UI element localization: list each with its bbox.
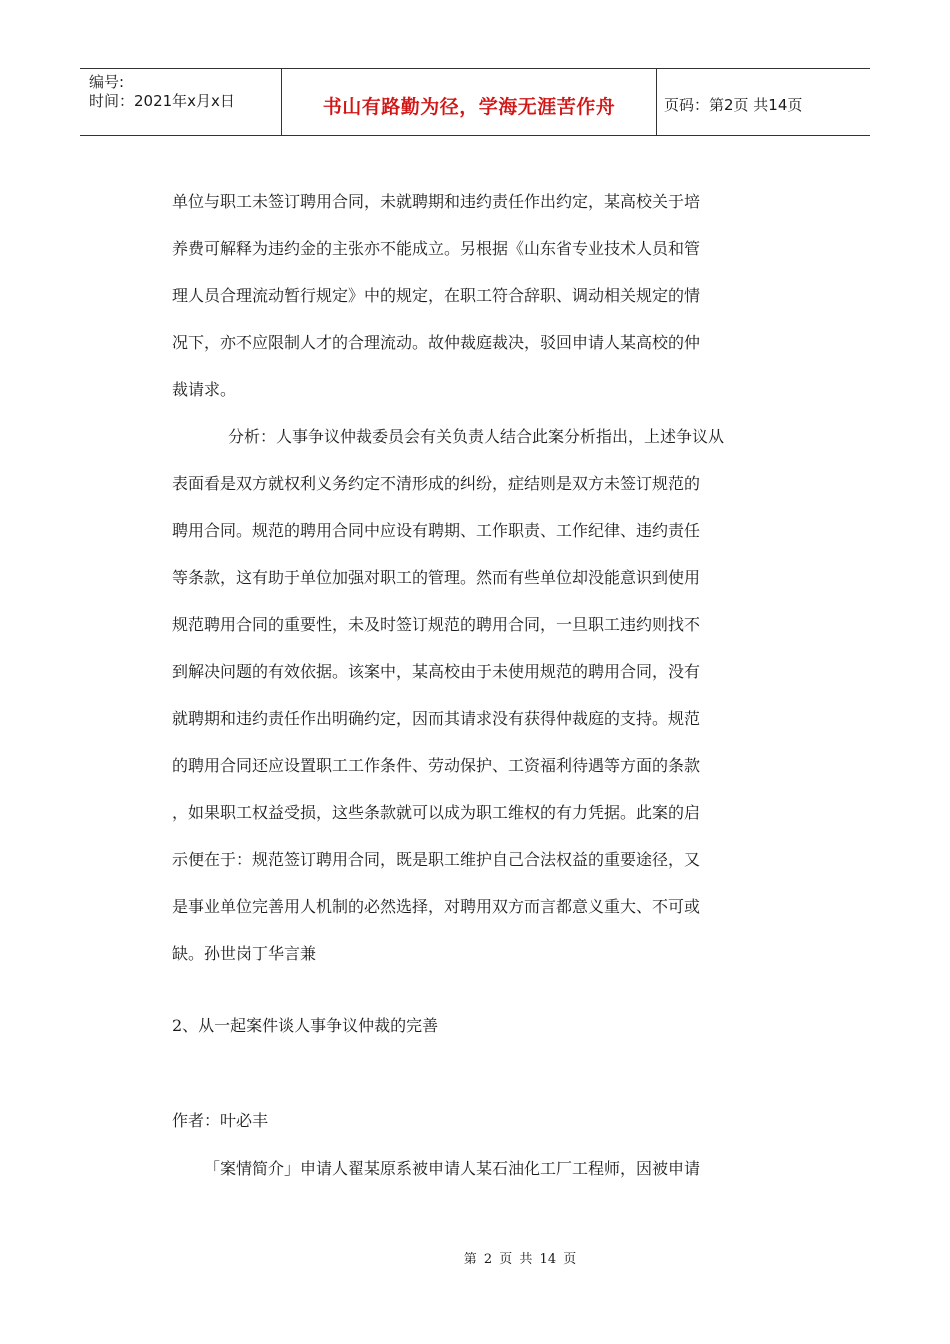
text-line: 聘用合同。规范的聘用合同中应设有聘期、工作职责、工作纪律、违约责任: [172, 521, 701, 540]
page-footer: 第 2 页 共 14 页: [463, 1252, 577, 1267]
text-line: 表面看是双方就权利义务约定不清形成的纠纷，症结则是双方未签订规范的: [172, 474, 701, 493]
date-label: 时间：2021年x月x日: [89, 92, 235, 110]
text-line: 规范聘用合同的重要性，未及时签订规范的聘用合同，一旦职工违约则找不: [172, 615, 701, 634]
text-line: 分析：人事争议仲裁委员会有关负责人结合此案分析指出，上述争议从: [228, 427, 725, 446]
text-line: 的聘用合同还应设置职工工作条件、劳动保护、工资福利待遇等方面的条款: [172, 756, 701, 775]
header-page-number: 页码：第2页 共14页: [664, 95, 803, 114]
text-line: 缺。孙世岗丁华言兼: [172, 944, 317, 963]
case-intro-line: 「案情简介」申请人翟某原系被申请人某石油化工厂工程师，因被申请: [204, 1159, 701, 1178]
header-meta-cell: [80, 69, 282, 135]
text-line: 养费可解释为违约金的主张亦不能成立。另根据《山东省专业技术人员和管: [172, 239, 701, 258]
header-motto-cell: [282, 69, 657, 135]
text-line: 裁请求。: [172, 380, 237, 399]
motto-text: 书山有路勤为径，学海无涯苦作舟: [322, 95, 616, 118]
serial-label: 编号:: [89, 73, 125, 91]
text-line: 示便在于：规范签订聘用合同，既是职工维护自己合法权益的重要途径，又: [172, 850, 701, 869]
text-line: 是事业单位完善用人机制的必然选择，对聘用双方而言都意义重大、不可或: [172, 897, 701, 916]
text-line: ，如果职工权益受损，这些条款就可以成为职工维权的有力凭据。此案的启: [172, 803, 701, 822]
text-line: 况下，亦不应限制人才的合理流动。故仲裁庭裁决，驳回申请人某高校的仲: [172, 333, 701, 352]
text-line: 单位与职工未签订聘用合同，未就聘期和违约责任作出约定，某高校关于培: [172, 192, 701, 211]
text-line: 等条款，这有助于单位加强对职工的管理。然而有些单位却没能意识到使用: [172, 568, 701, 587]
document-body: [172, 178, 752, 977]
text-line: 到解决问题的有效依据。该案中，某高校由于未使用规范的聘用合同，没有: [172, 662, 701, 681]
author-line: 作者：叶必丰: [172, 1111, 269, 1130]
page-header: [80, 68, 870, 136]
section-heading: 2、从一起案件谈人事争议仲裁的完善: [172, 1016, 439, 1035]
text-line: 理人员合理流动暂行规定》中的规定，在职工符合辞职、调动相关规定的情: [172, 286, 701, 305]
header-page-cell: [657, 69, 870, 135]
text-line: 就聘期和违约责任作出明确约定，因而其请求没有获得仲裁庭的支持。规范: [172, 709, 701, 728]
